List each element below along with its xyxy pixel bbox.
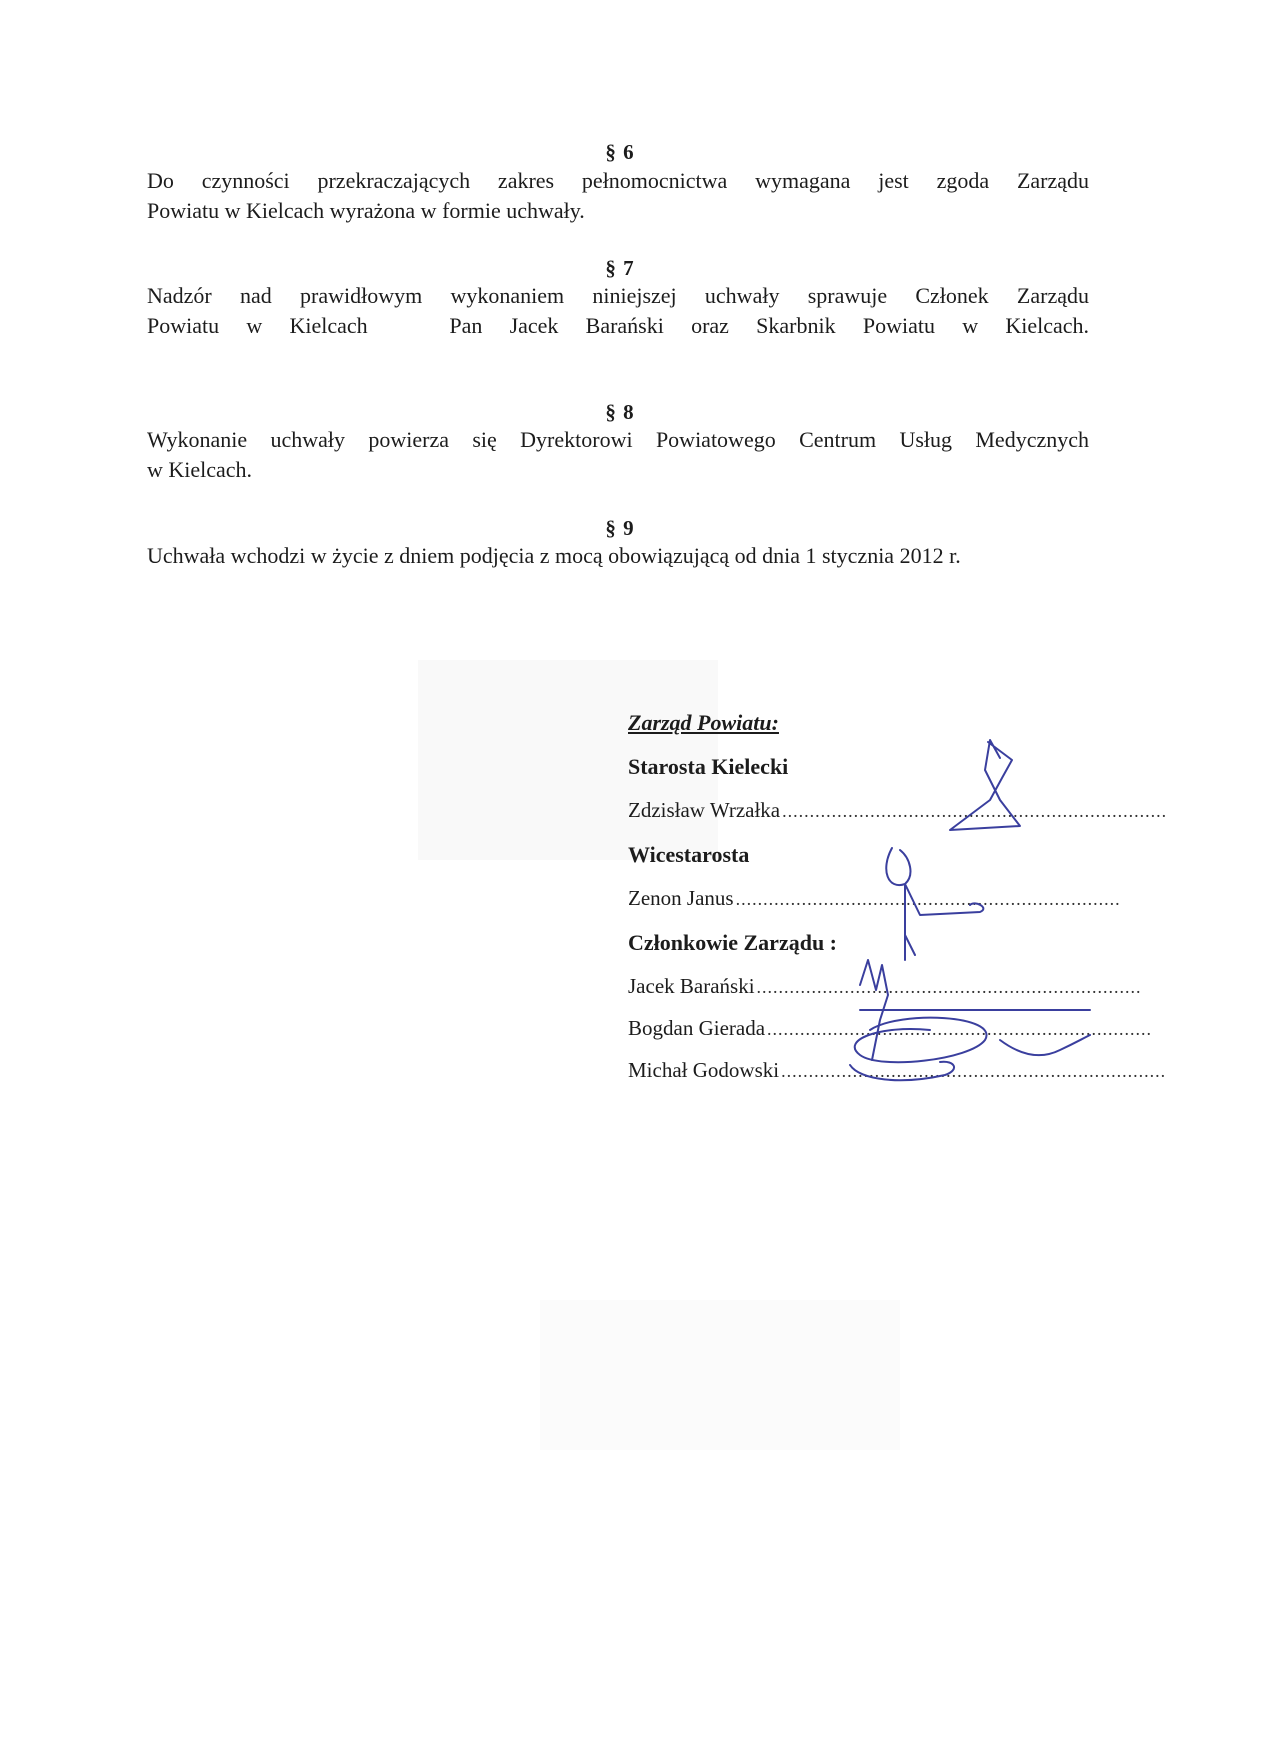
scan-artifact xyxy=(540,1300,900,1450)
section-paragraph xyxy=(147,281,1089,341)
signature-dots: ...................................................................... xyxy=(782,801,1168,821)
section-heading: § 8 xyxy=(605,400,635,424)
members-role: Członkowie Zarządu : xyxy=(628,930,837,955)
member-name-line xyxy=(628,1016,1153,1041)
member-name: Jacek Barański xyxy=(628,974,755,998)
signature-dots: ...................................................................... xyxy=(781,1061,1167,1081)
section-paragraph xyxy=(147,166,1089,226)
starosta-name-line xyxy=(628,798,1168,823)
section-paragraph xyxy=(147,541,1089,571)
wicestarosta-name-line xyxy=(628,886,1121,911)
paragraph-line: Uchwała wchodzi w życie z dniem podjęcia z mocą obowiązującą od dnia 1 stycznia 2012 r. xyxy=(147,543,961,568)
section-heading: § 7 xyxy=(605,256,635,280)
member-name: Michał Godowski xyxy=(628,1058,780,1082)
member-name-line xyxy=(628,974,1142,999)
paragraph-line: Powiatu w Kielcach Pan Jacek Barański oraz Skarbnik Powiatu w Kielcach. xyxy=(147,313,1089,338)
section-heading: § 9 xyxy=(605,516,635,540)
paragraph-line: Wykonanie uchwały powierza się Dyrektorowi Powiatowego Centrum Usług Medycznych xyxy=(147,427,1089,452)
starosta-role: Starosta Kielecki xyxy=(628,754,789,779)
wicestarosta-role: Wicestarosta xyxy=(628,842,750,867)
member-name-line xyxy=(628,1058,1167,1083)
section-paragraph xyxy=(147,425,1089,485)
member-name: Bogdan Gierada xyxy=(628,1016,766,1040)
paragraph-line: w Kielcach. xyxy=(147,457,253,482)
signature-dots: ...................................................................... xyxy=(767,1019,1153,1039)
member-name: Zenon Janus xyxy=(628,886,734,910)
paragraph-line: Powiatu w Kielcach wyrażona w formie uchwały. xyxy=(147,198,585,223)
member-name: Zdzisław Wrzałka xyxy=(628,798,781,822)
paragraph-line: Do czynności przekraczających zakres pełnomocnictwa wymagana jest zgoda Zarządu xyxy=(147,168,1089,193)
signature-dots: ...................................................................... xyxy=(756,977,1142,997)
signature-dots: ...................................................................... xyxy=(735,889,1121,909)
paragraph-line: Nadzór nad prawidłowym wykonaniem niniejszej uchwały sprawuje Członek Zarządu xyxy=(147,283,1089,308)
section-heading: § 6 xyxy=(605,140,635,164)
board-title: Zarząd Powiatu: xyxy=(628,710,779,735)
